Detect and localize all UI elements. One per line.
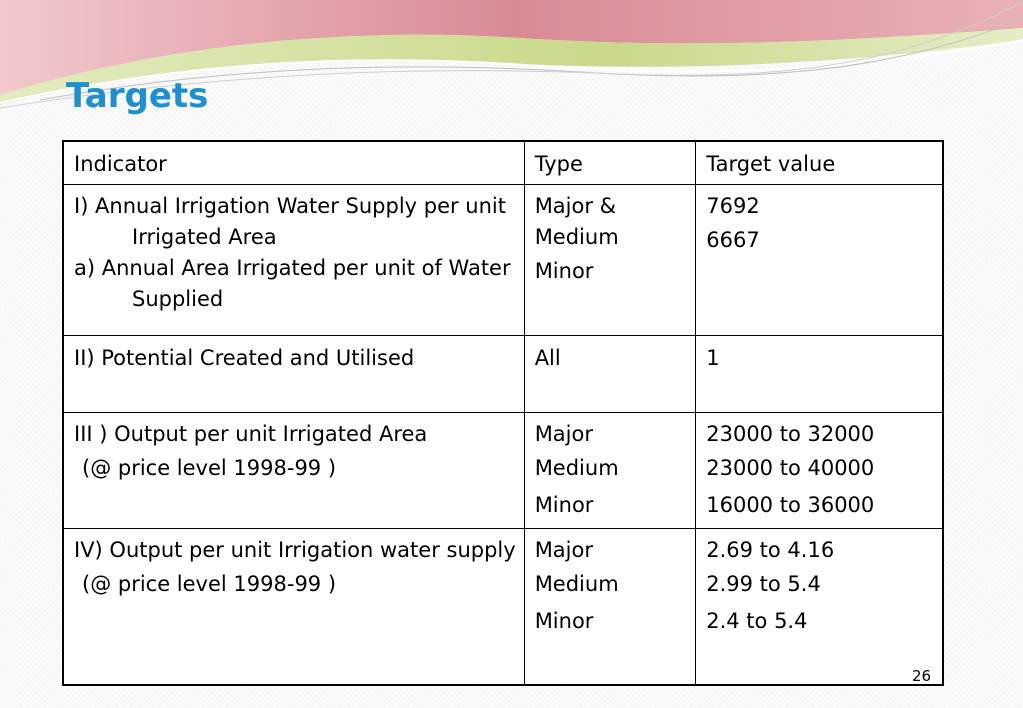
page-number: 26 <box>912 667 932 685</box>
table-row <box>63 413 943 529</box>
indicator-line: a) Annual Area Irrigated per unit of Water Supplied <box>74 256 511 311</box>
value-cell <box>696 529 943 686</box>
indicator-line: III ) Output per unit Irrigated Area <box>74 422 428 446</box>
type-item: Minor <box>534 259 594 283</box>
type-item: Medium <box>534 456 619 480</box>
value-item: 2.69 to 4.16 <box>706 538 835 562</box>
value-cell <box>696 413 943 529</box>
type-item: Major <box>534 538 593 562</box>
type-cell <box>524 185 696 336</box>
type-cell <box>524 413 696 529</box>
header-type: Type <box>524 141 696 185</box>
slide-title: Targets <box>66 76 209 116</box>
header-target-value: Target value <box>696 141 943 185</box>
indicator-cell <box>63 336 524 413</box>
value-item: 16000 to 36000 <box>706 493 875 517</box>
table-row <box>63 336 943 413</box>
value-item: 6667 <box>706 228 760 252</box>
indicator-cell <box>63 529 524 686</box>
indicator-cell <box>63 185 524 336</box>
value-cell <box>696 185 943 336</box>
indicator-line: IV) Output per unit Irrigation water supply <box>74 538 516 562</box>
type-item: Minor <box>534 493 594 517</box>
indicator-line: (@ price level 1998-99 ) <box>82 572 337 596</box>
indicator-line: I) Annual Irrigation Water Supply per unit Irrigated Area <box>74 194 506 249</box>
table-header-row <box>63 141 943 185</box>
value-item: 23000 to 40000 <box>706 456 875 480</box>
type-item: Major & Medium <box>534 194 619 249</box>
header-indicator: Indicator <box>63 141 524 185</box>
type-item: All <box>534 346 561 370</box>
table-row <box>63 529 943 686</box>
value-cell <box>696 336 943 413</box>
targets-table <box>62 140 944 686</box>
value-item: 2.4 to 5.4 <box>706 609 808 633</box>
table-row <box>63 185 943 336</box>
type-item: Minor <box>534 609 594 633</box>
value-item: 23000 to 32000 <box>706 422 875 446</box>
value-item: 7692 <box>706 194 760 218</box>
indicator-line: (@ price level 1998-99 ) <box>82 456 337 480</box>
type-cell <box>524 529 696 686</box>
type-item: Major <box>534 422 593 446</box>
indicator-line: II) Potential Created and Utilised <box>74 346 415 370</box>
indicator-cell <box>63 413 524 529</box>
value-item: 2.99 to 5.4 <box>706 572 821 596</box>
type-cell <box>524 336 696 413</box>
value-item: 1 <box>706 346 720 370</box>
type-item: Medium <box>534 572 619 596</box>
